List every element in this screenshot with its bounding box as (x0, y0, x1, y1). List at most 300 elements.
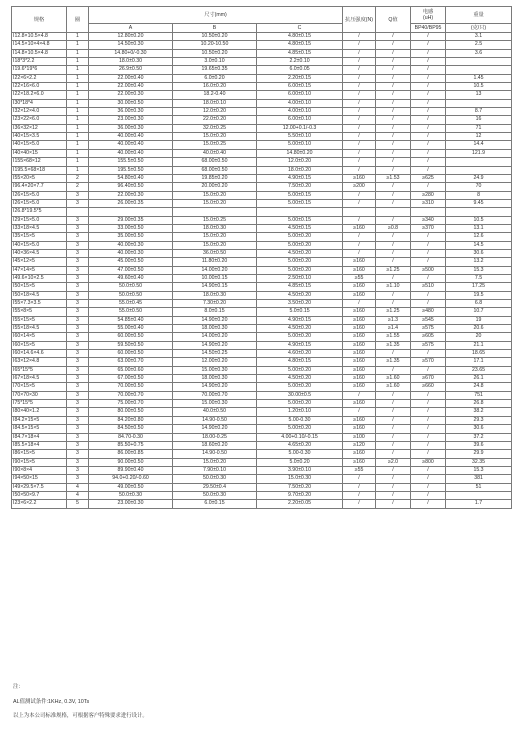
cell-dim-c: 4.65±0.20 (257, 441, 343, 449)
cell-dim-c: 6.00±0.15 (257, 83, 343, 91)
cell-turns: 3 (67, 283, 89, 291)
cell-dim-b: 50.0±0.30 (173, 475, 257, 483)
cell-dim-a: 55.00±0.40 (89, 325, 173, 333)
cell-weight: 30.6 (446, 249, 512, 257)
cell-weight: 13 (446, 91, 512, 99)
cell-pressure: / (343, 249, 376, 257)
cell-pressure: / (343, 116, 376, 124)
cell-pressure: / (343, 241, 376, 249)
cell-pressure: ≥160 (343, 366, 376, 374)
cell-turns: 3 (67, 216, 89, 224)
cell-dim-a: 50.0±0.50 (89, 283, 173, 291)
cell-spec: I84.7×18×4 (12, 433, 67, 441)
cell-dim-c: 5.00±0.20 (257, 333, 343, 341)
cell-weight: 20.6 (446, 325, 512, 333)
header-a: A (89, 24, 173, 33)
cell-inductance: / (411, 108, 446, 116)
cell-weight (446, 158, 512, 166)
cell-weight: 3.1 (446, 33, 512, 41)
cell-dim-b: 18.00±0.30 (173, 325, 257, 333)
cell-weight (446, 491, 512, 499)
cell-turns: 3 (67, 416, 89, 424)
cell-inductance: ≥570 (411, 358, 446, 366)
cell-turns: 3 (67, 375, 89, 383)
cell-turns: 3 (67, 266, 89, 274)
cell-inductance: / (411, 466, 446, 474)
cell-inductance (411, 208, 446, 216)
cell-dim-b: 14.90±0.20 (173, 383, 257, 391)
cell-spec: I36×32×12 (12, 124, 67, 132)
cell-inductance: / (411, 408, 446, 416)
table-row (12, 74, 512, 82)
header-spec: 规格 (12, 7, 67, 33)
cell-pressure: / (343, 199, 376, 207)
cell-pressure: / (343, 108, 376, 116)
cell-spec: I75*15*5 (12, 400, 67, 408)
cell-dim-a: 155.5±0.50 (89, 158, 173, 166)
cell-pressure: / (343, 91, 376, 99)
cell-q-value: / (376, 433, 411, 441)
cell-q-value: / (376, 466, 411, 474)
cell-weight: 751 (446, 391, 512, 399)
cell-dim-c: 6.00±0.10 (257, 116, 343, 124)
cell-q-value: / (376, 83, 411, 91)
cell-dim-a: 75.00±0.70 (89, 400, 173, 408)
cell-dim-c: 4.00±0.10 (257, 108, 343, 116)
table-row (12, 208, 512, 216)
cell-inductance: / (411, 350, 446, 358)
cell-weight: 18.65 (446, 350, 512, 358)
cell-dim-a: 14.50±0.30 (89, 41, 173, 49)
cell-q-value: / (376, 274, 411, 282)
cell-q-value: / (376, 158, 411, 166)
cell-dim-b: 14.90-0.50 (173, 416, 257, 424)
cell-dim-a: 70.00±0.70 (89, 391, 173, 399)
table-row (12, 383, 512, 391)
cell-dim-b (173, 208, 257, 216)
cell-dim-b: 14.50±0.25 (173, 350, 257, 358)
cell-inductance: / (411, 366, 446, 374)
header-b: B (173, 24, 257, 33)
cell-dim-a: 59.50±0.50 (89, 341, 173, 349)
cell-turns: 3 (67, 233, 89, 241)
cell-turns: 3 (67, 333, 89, 341)
cell-spec: I50×18×4.5 (12, 291, 67, 299)
cell-dim-a: 55.0±0.50 (89, 308, 173, 316)
cell-dim-c: 12.0±0.20 (257, 158, 343, 166)
cell-q-value: ≥1.60 (376, 375, 411, 383)
cell-q-value: / (376, 441, 411, 449)
header-c: C (257, 24, 343, 33)
cell-dim-b: 14.00±0.20 (173, 266, 257, 274)
cell-dim-c: 14.80±0.20 (257, 149, 343, 157)
table-row (12, 216, 512, 224)
cell-q-value: / (376, 199, 411, 207)
cell-weight: 17.25 (446, 283, 512, 291)
cell-inductance: / (411, 400, 446, 408)
cell-dim-b: 15.0±0.20 (173, 191, 257, 199)
cell-q-value: ≥1.60 (376, 383, 411, 391)
cell-turns: 3 (67, 400, 89, 408)
cell-dim-c: 4.60±0.20 (257, 350, 343, 358)
cell-spec: I50×50×9.7 (12, 491, 67, 499)
cell-q-value: / (376, 483, 411, 491)
table-row (12, 66, 512, 74)
table-row (12, 458, 512, 466)
spec-table (11, 6, 512, 509)
cell-dim-a: 36.00±0.30 (89, 124, 173, 132)
cell-dim-b: 18.0±0.10 (173, 99, 257, 107)
cell-dim-a: 36.00±0.30 (89, 108, 173, 116)
cell-pressure: / (343, 491, 376, 499)
cell-dim-a: 49.00±0.50 (89, 483, 173, 491)
cell-inductance: / (411, 74, 446, 82)
cell-inductance: / (411, 475, 446, 483)
cell-weight: 10.5 (446, 216, 512, 224)
header-weight: 重量 (446, 7, 512, 24)
cell-dim-a: 80.00±0.50 (89, 408, 173, 416)
cell-dim-c: 4.50±0.20 (257, 249, 343, 257)
cell-inductance: / (411, 66, 446, 74)
cell-dim-a: 70.00±0.50 (89, 383, 173, 391)
cell-inductance: / (411, 300, 446, 308)
cell-dim-c: 15.0±0.30 (257, 475, 343, 483)
cell-spec: I50×15×5 (12, 283, 67, 291)
cell-dim-b: 10.00±0.15 (173, 274, 257, 282)
table-row (12, 274, 512, 282)
table-row (12, 433, 512, 441)
cell-q-value: / (376, 416, 411, 424)
cell-pressure: / (343, 158, 376, 166)
cell-spec: I26.8*19.5*5 (12, 208, 67, 216)
cell-turns: 3 (67, 249, 89, 257)
table-row (12, 466, 512, 474)
cell-weight: 19 (446, 316, 512, 324)
cell-inductance: / (411, 83, 446, 91)
cell-weight: 14.4 (446, 141, 512, 149)
cell-spec: I90×15×5 (12, 458, 67, 466)
cell-dim-c: 2.50±0.10 (257, 274, 343, 282)
cell-q-value: / (376, 241, 411, 249)
table-row (12, 416, 512, 424)
cell-dim-b: 32.0±0.25 (173, 124, 257, 132)
cell-weight: 20 (446, 333, 512, 341)
cell-dim-c: 4.90±0.15 (257, 341, 343, 349)
cell-dim-a: 12.80±0.20 (89, 33, 173, 41)
cell-turns: 3 (67, 408, 89, 416)
cell-turns: 3 (67, 274, 89, 282)
table-row (12, 333, 512, 341)
cell-inductance: / (411, 58, 446, 66)
cell-dim-b: 11.80±0.20 (173, 258, 257, 266)
cell-spec: I32×12×4.0 (12, 108, 67, 116)
cell-dim-c: 4.00±0.10 (257, 99, 343, 107)
cell-dim-a: 55.0±0.45 (89, 300, 173, 308)
cell-weight: 10.5 (446, 83, 512, 91)
cell-pressure: ≥120 (343, 441, 376, 449)
cell-inductance: / (411, 183, 446, 191)
cell-weight: 6.8 (446, 300, 512, 308)
cell-spec: I14.8×10.5×4.8 (12, 49, 67, 57)
cell-pressure: ≥160 (343, 283, 376, 291)
cell-dim-b: 68.00±0.50 (173, 158, 257, 166)
cell-inductance: ≥545 (411, 316, 446, 324)
cell-q-value: ≥1.53 (376, 174, 411, 182)
cell-pressure: ≥160 (343, 350, 376, 358)
cell-turns: 1 (67, 108, 89, 116)
cell-dim-c: 4.85±0.15 (257, 283, 343, 291)
cell-inductance: ≥660 (411, 383, 446, 391)
table-row (12, 83, 512, 91)
cell-turns: 3 (67, 199, 89, 207)
notes-title: 注： (13, 684, 24, 690)
cell-inductance: ≥500 (411, 266, 446, 274)
cell-inductance: / (411, 441, 446, 449)
cell-inductance: / (411, 158, 446, 166)
cell-spec: I49×29.5×7.5 (12, 483, 67, 491)
cell-pressure: / (343, 83, 376, 91)
cell-inductance: / (411, 91, 446, 99)
cell-q-value: / (376, 166, 411, 174)
header-turns: 圈 (67, 7, 89, 33)
cell-weight: 32.35 (446, 458, 512, 466)
cell-dim-c: 5.00±0.20 (257, 383, 343, 391)
cell-turns: 1 (67, 99, 89, 107)
header-bp: BP40/BP95 (411, 24, 446, 33)
cell-spec: I18*3*2.2 (12, 58, 67, 66)
cell-dim-c (257, 208, 343, 216)
cell-dim-a (89, 208, 173, 216)
cell-weight: 38.2 (446, 408, 512, 416)
cell-weight: 15.3 (446, 466, 512, 474)
cell-dim-b: 50.0±0.30 (173, 491, 257, 499)
cell-dim-c: 6.00±0.10 (257, 91, 343, 99)
cell-turns: 3 (67, 316, 89, 324)
table-row (12, 58, 512, 66)
cell-weight: 26.1 (446, 375, 512, 383)
cell-inductance: / (411, 433, 446, 441)
cell-q-value: / (376, 133, 411, 141)
table-row (12, 249, 512, 257)
cell-q-value: / (376, 108, 411, 116)
cell-pressure: / (343, 149, 376, 157)
table-row (12, 425, 512, 433)
cell-pressure: ≥160 (343, 333, 376, 341)
cell-dim-c: 4.50±0.20 (257, 291, 343, 299)
cell-dim-b: 14.90±0.20 (173, 316, 257, 324)
cell-q-value: / (376, 425, 411, 433)
header-inductance: 电感 (uH) (411, 7, 446, 24)
cell-turns: 4 (67, 483, 89, 491)
cell-dim-c: 5.00±0.20 (257, 400, 343, 408)
cell-pressure: ≥55 (343, 466, 376, 474)
cell-pressure: / (343, 191, 376, 199)
table-row (12, 91, 512, 99)
cell-q-value: / (376, 58, 411, 66)
cell-spec: I70×15×5 (12, 383, 67, 391)
table-row (12, 116, 512, 124)
cell-pressure: ≥160 (343, 425, 376, 433)
cell-turns: 3 (67, 341, 89, 349)
spec-table-container (11, 6, 511, 509)
cell-pressure: ≥160 (343, 400, 376, 408)
cell-dim-a: 60.00±0.50 (89, 333, 173, 341)
cell-dim-b: 36.0±0.50 (173, 249, 257, 257)
table-row (12, 283, 512, 291)
cell-spec: I70×70×30 (12, 391, 67, 399)
cell-spec: I55×15×5 (12, 316, 67, 324)
cell-dim-b: 15.00±0.30 (173, 400, 257, 408)
cell-dim-c: 5.00±0.15 (257, 216, 343, 224)
cell-inductance: / (411, 149, 446, 157)
cell-dim-b: 68.00±0.50 (173, 166, 257, 174)
cell-inductance: ≥575 (411, 325, 446, 333)
cell-spec: I19.6*19*6 (12, 66, 67, 74)
table-row (12, 108, 512, 116)
cell-q-value: / (376, 300, 411, 308)
cell-dim-b: 15.0±0.25 (173, 141, 257, 149)
cell-turns: 3 (67, 258, 89, 266)
cell-spec: I26×15×5.0 (12, 191, 67, 199)
cell-weight (446, 99, 512, 107)
cell-dim-a: 49.60±0.40 (89, 274, 173, 282)
cell-weight: 29.9 (446, 450, 512, 458)
cell-dim-c: 5.00±0.20 (257, 366, 343, 374)
cell-q-value: / (376, 149, 411, 157)
cell-pressure: ≥160 (343, 375, 376, 383)
cell-weight: 8.7 (446, 108, 512, 116)
cell-weight: 23.65 (446, 366, 512, 374)
cell-weight: 21.1 (446, 341, 512, 349)
cell-pressure: / (343, 66, 376, 74)
cell-turns: 2 (67, 183, 89, 191)
cell-dim-b: 18.00-0.25 (173, 433, 257, 441)
cell-dim-c: 4.80±0.15 (257, 358, 343, 366)
cell-dim-a: 94.0+0.20/-0.60 (89, 475, 173, 483)
cell-dim-b: 10.50±0.20 (173, 49, 257, 57)
cell-dim-b: 8.0±0.15 (173, 308, 257, 316)
cell-dim-b: 14.00±0.20 (173, 333, 257, 341)
cell-turns: 3 (67, 475, 89, 483)
table-row (12, 291, 512, 299)
cell-spec: I29×15×5.0 (12, 216, 67, 224)
cell-turns: 3 (67, 300, 89, 308)
cell-spec: I40×15×5.0 (12, 141, 67, 149)
table-row (12, 174, 512, 182)
cell-pressure: ≥160 (343, 383, 376, 391)
table-row (12, 441, 512, 449)
cell-spec: I60×15×5 (12, 341, 67, 349)
cell-turns: 3 (67, 224, 89, 232)
table-row (12, 366, 512, 374)
cell-dim-a: 14.80+0/-0.30 (89, 49, 173, 57)
cell-inductance: / (411, 166, 446, 174)
cell-weight (446, 58, 512, 66)
cell-q-value: / (376, 49, 411, 57)
cell-pressure: / (343, 133, 376, 141)
cell-weight: 1.45 (446, 74, 512, 82)
cell-pressure: / (343, 124, 376, 132)
cell-turns: 3 (67, 466, 89, 474)
cell-q-value: ≥1.35 (376, 358, 411, 366)
cell-dim-c: 5.00±0.20 (257, 241, 343, 249)
cell-q-value: / (376, 391, 411, 399)
cell-inductance: / (411, 425, 446, 433)
cell-spec: I155×68×12 (12, 158, 67, 166)
table-row (12, 124, 512, 132)
cell-dim-a: 67.00±0.50 (89, 375, 173, 383)
table-body (12, 33, 512, 509)
cell-q-value: ≥1.4 (376, 325, 411, 333)
cell-turns: 3 (67, 458, 89, 466)
cell-inductance: ≥370 (411, 224, 446, 232)
cell-turns: 3 (67, 191, 89, 199)
cell-weight: 13.2 (446, 258, 512, 266)
cell-dim-b: 70.00±0.70 (173, 391, 257, 399)
cell-dim-b: 16.0±0.20 (173, 83, 257, 91)
cell-dim-c: 3.50±0.20 (257, 300, 343, 308)
table-row (12, 450, 512, 458)
cell-turns: 4 (67, 491, 89, 499)
cell-weight: 10.7 (446, 308, 512, 316)
cell-turns: 3 (67, 325, 89, 333)
cell-spec: I47×14×5 (12, 266, 67, 274)
cell-turns: 1 (67, 83, 89, 91)
cell-dim-a: 22.00±0.40 (89, 74, 173, 82)
cell-pressure: / (343, 41, 376, 49)
cell-pressure: ≥160 (343, 358, 376, 366)
cell-inductance: / (411, 124, 446, 132)
cell-inductance: / (411, 391, 446, 399)
table-row (12, 258, 512, 266)
table-row (12, 483, 512, 491)
cell-pressure: / (343, 58, 376, 66)
cell-dim-b: 18.00±0.30 (173, 375, 257, 383)
cell-dim-b: 7.90±0.10 (173, 466, 257, 474)
cell-weight (446, 166, 512, 174)
cell-weight: 19.5 (446, 291, 512, 299)
cell-q-value (376, 208, 411, 216)
table-row (12, 325, 512, 333)
cell-dim-a: 195.5±0.50 (89, 166, 173, 174)
cell-spec: I86×15×5 (12, 450, 67, 458)
cell-q-value: ≥0.8 (376, 224, 411, 232)
cell-dim-a: 26.9±0.50 (89, 66, 173, 74)
cell-dim-a: 84.20±0.80 (89, 416, 173, 424)
cell-turns: 1 (67, 49, 89, 57)
cell-dim-c: 5.00±0.15 (257, 199, 343, 207)
cell-pressure: / (343, 166, 376, 174)
cell-pressure: / (343, 500, 376, 508)
cell-spec: I55×7.3×3.5 (12, 300, 67, 308)
cell-q-value: / (376, 41, 411, 49)
cell-weight: 29.3 (446, 416, 512, 424)
cell-dim-c: 4.00+0.10/-0.15 (257, 433, 343, 441)
table-row (12, 500, 512, 508)
cell-weight: 12.6 (446, 233, 512, 241)
cell-pressure (343, 208, 376, 216)
cell-pressure: ≥55 (343, 274, 376, 282)
cell-weight: 8 (446, 191, 512, 199)
cell-pressure: / (343, 33, 376, 41)
cell-weight: 1.7 (446, 500, 512, 508)
cell-q-value: / (376, 350, 411, 358)
cell-spec: I55×18×4.5 (12, 325, 67, 333)
cell-dim-a: 35.00±0.50 (89, 233, 173, 241)
cell-dim-b: 15.0±0.25 (173, 216, 257, 224)
cell-dim-b: 14.90-0.50 (173, 450, 257, 458)
cell-inductance: ≥480 (411, 308, 446, 316)
